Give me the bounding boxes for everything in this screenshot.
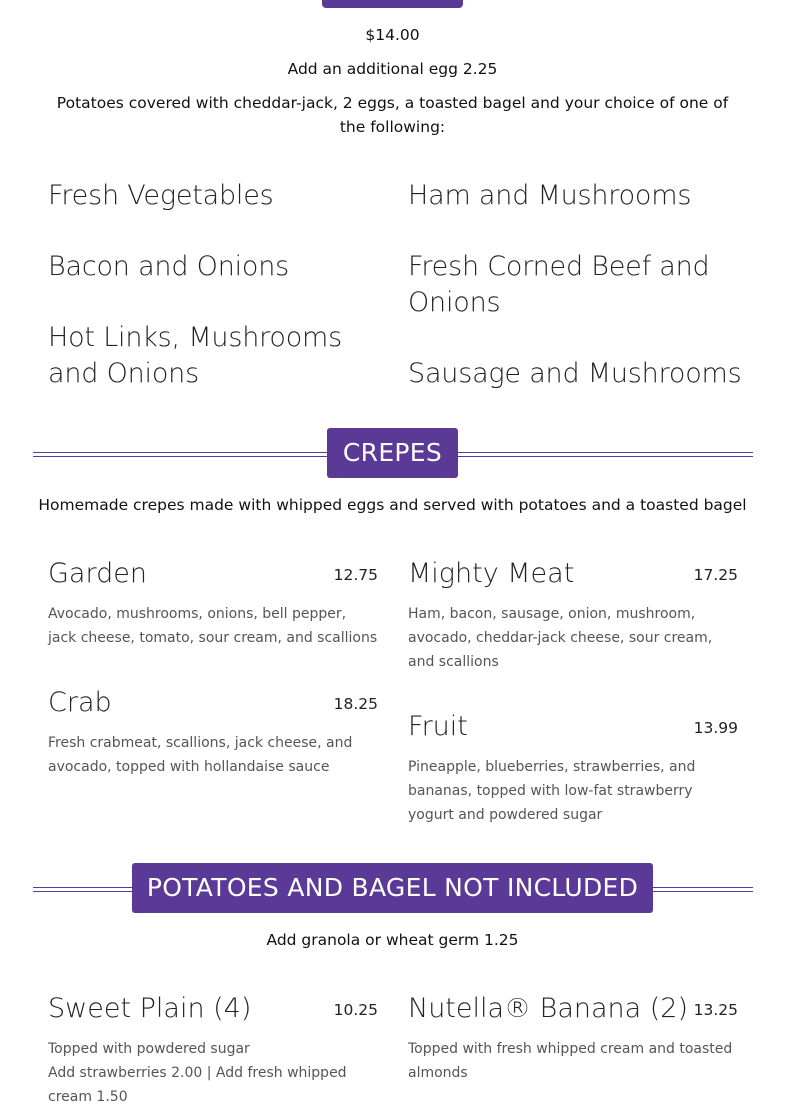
- sweet-name-plain: Sweet Plain (4): [48, 993, 252, 1024]
- option-fresh-vegetables: Fresh Vegetables: [48, 180, 274, 211]
- omelette-price: $14.00: [365, 26, 420, 44]
- crepe-desc-garden: Avocado, mushrooms, onions, bell pepper, jack cheese, tomato, sour cream, and scallions: [48, 606, 378, 646]
- option-corned-beef-onions: Fresh Corned Beef and Onions: [408, 251, 710, 318]
- crepe-desc-crab: Fresh crabmeat, scallions, jack cheese, and avocado, topped with hollandaise sauce: [48, 735, 353, 775]
- sweet-addons-plain: Add strawberries 2.00 | Add fresh whipped cream 1.50: [48, 1065, 347, 1105]
- section-header-badge: [322, 0, 463, 8]
- option-bacon-onions: Bacon and Onions: [48, 251, 290, 282]
- option-ham-mushrooms: Ham and Mushrooms: [408, 180, 692, 211]
- crepes-intro: Homemade crepes made with whipped eggs and served with potatoes and a toasted bagel: [38, 496, 747, 514]
- sweet-heading: POTATOES AND BAGEL NOT INCLUDED: [132, 863, 653, 913]
- sweet-name-nutella: Nutella® Banana (2): [408, 993, 689, 1024]
- crepe-name-garden: Garden: [48, 558, 147, 589]
- crepe-name-fruit: Fruit: [408, 711, 468, 742]
- crepe-price-garden: 12.75: [333, 566, 378, 584]
- crepe-desc-fruit: Pineapple, blueberries, strawberries, and bananas, topped with low-fat strawberry yogurt and powdered sugar: [408, 759, 696, 823]
- crepe-desc-mighty-meat: Ham, bacon, sausage, onion, mushroom, avocado, cheddar-jack cheese, sour cream, and scallions: [408, 606, 713, 670]
- sweet-desc-plain: Topped with powdered sugar: [48, 1041, 250, 1057]
- sweet-price-nutella: 13.25: [693, 1001, 738, 1019]
- crepe-price-mighty-meat: 17.25: [693, 566, 738, 584]
- sweet-intro: Add granola or wheat germ 1.25: [266, 931, 519, 949]
- option-hot-links: Hot Links, Mushrooms and Onions: [48, 322, 343, 389]
- crepe-price-crab: 18.25: [333, 695, 378, 713]
- sweet-price-plain: 10.25: [333, 1001, 378, 1019]
- sweet-desc-nutella: Topped with fresh whipped cream and toasted almonds: [408, 1041, 733, 1081]
- omelette-extra: Add an additional egg 2.25: [287, 60, 498, 78]
- option-sausage-mushrooms: Sausage and Mushrooms: [408, 358, 742, 389]
- crepe-name-crab: Crab: [48, 687, 112, 718]
- crepe-name-mighty-meat: Mighty Meat: [408, 558, 575, 589]
- omelette-description: Potatoes covered with cheddar-jack, 2 eggs, a toasted bagel and your choice of one of the following:: [56, 94, 729, 136]
- crepe-price-fruit: 13.99: [693, 719, 738, 737]
- crepes-heading: CREPES: [327, 428, 458, 478]
